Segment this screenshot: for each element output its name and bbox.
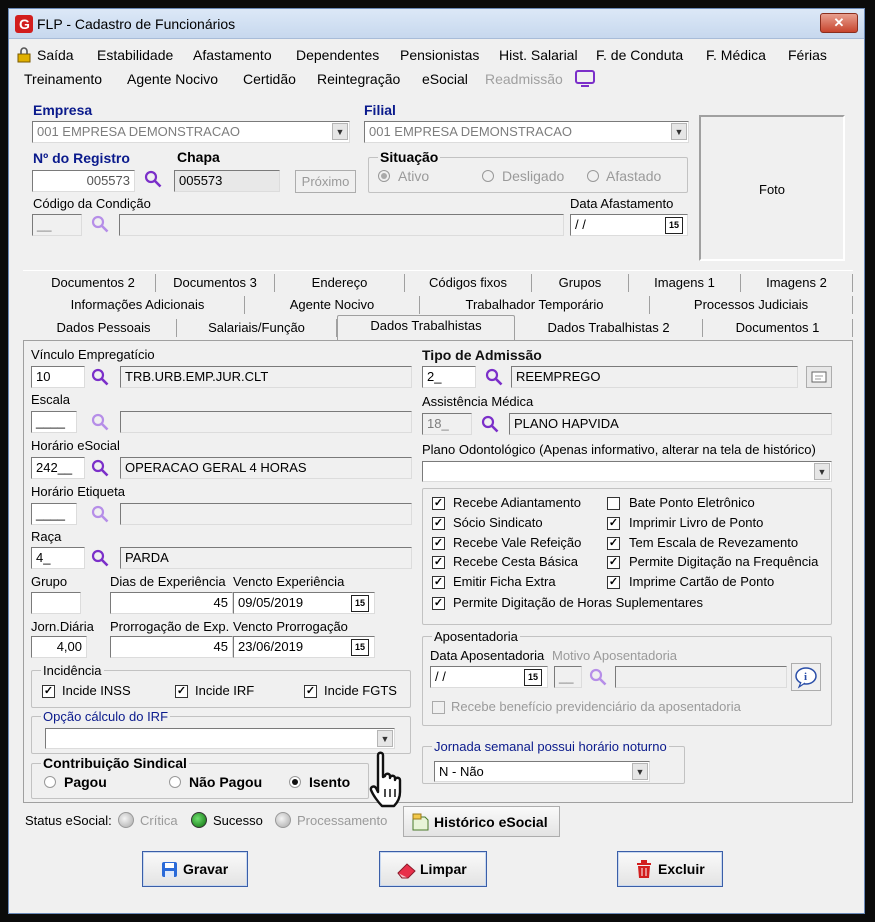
tab-imagens-1[interactable]: Imagens 1: [629, 274, 741, 292]
menu-f-conduta[interactable]: F. de Conduta: [596, 47, 684, 63]
tab-documentos-2[interactable]: Documentos 2: [31, 274, 156, 292]
trash-icon: [636, 860, 652, 879]
search-icon[interactable]: [91, 549, 109, 567]
situacao-ativo-radio[interactable]: [378, 170, 390, 182]
search-icon[interactable]: [91, 505, 109, 523]
contribuicao-pagou-label: Pagou: [64, 774, 107, 790]
status-critica-label: Crítica: [140, 813, 178, 828]
aposentadoria-label: Aposentadoria: [434, 629, 518, 644]
situacao-desligado-label: Desligado: [502, 168, 565, 184]
registro-input[interactable]: 005573: [32, 170, 135, 192]
excluir-label: Excluir: [658, 861, 705, 877]
lock-icon: [17, 47, 31, 63]
status-processamento-radio[interactable]: [275, 812, 291, 828]
imprimir-livro-ponto-label: Imprimir Livro de Ponto: [629, 515, 764, 530]
recebe-cesta-basica-checkbox[interactable]: ✓: [433, 556, 444, 568]
assistencia-label: Assistência Médica: [422, 394, 534, 409]
status-esocial-label: Status eSocial:: [25, 813, 112, 828]
motivo-aposentadoria-code-input[interactable]: __: [554, 666, 582, 688]
calendar-icon[interactable]: 15: [351, 595, 369, 612]
card-icon: [807, 367, 831, 387]
chevron-down-icon: ▼: [671, 123, 687, 140]
close-icon: ✕: [833, 15, 845, 30]
menu-treinamento[interactable]: Treinamento: [24, 71, 103, 87]
recebe-adiantamento-label: Recebe Adiantamento: [453, 495, 581, 510]
window-title: FLP - Cadastro de Funcionários: [37, 16, 236, 32]
vinculo-label: Vínculo Empregatício: [31, 347, 155, 362]
close-button[interactable]: [820, 13, 858, 33]
search-icon[interactable]: [91, 459, 109, 477]
escala-revezamento-label: Tem Escala de Revezamento: [629, 535, 799, 550]
menu-pensionistas[interactable]: Pensionistas: [400, 47, 480, 63]
photo-label: Foto: [759, 182, 786, 197]
dias-experiencia-label: Dias de Experiência: [110, 574, 226, 589]
gravar-button[interactable]: [142, 851, 248, 887]
menu-estabilidade[interactable]: Estabilidade: [97, 47, 174, 63]
calendar-icon[interactable]: 15: [351, 639, 369, 656]
historico-esocial-label: Histórico eSocial: [434, 814, 548, 830]
escala-label: Escala: [31, 392, 71, 407]
info-icon: [792, 664, 820, 690]
menu-readmissao[interactable]: Readmissão: [485, 71, 563, 87]
tab-agente-nocivo[interactable]: Agente Nocivo: [245, 296, 420, 314]
empresa-select[interactable]: 001 EMPRESA DEMONSTRACAO ▼: [32, 121, 350, 143]
menu-certidao[interactable]: Certidão: [243, 71, 296, 87]
incide-inss-checkbox[interactable]: ✓: [43, 685, 54, 697]
situacao-ativo-label: Ativo: [398, 168, 430, 184]
photo-frame[interactable]: [699, 115, 845, 261]
tab-salariais-funcao[interactable]: Salariais/Função: [177, 319, 337, 337]
escala-desc-input: [120, 411, 412, 433]
vencto-prorrogacao-label: Vencto Prorrogação: [233, 619, 348, 634]
tab-imagens-2[interactable]: Imagens 2: [741, 274, 853, 292]
search-icon[interactable]: [481, 415, 499, 433]
filial-select[interactable]: 001 EMPRESA DEMONSTRACAO ▼: [364, 121, 689, 143]
tab-trabalhador-temporario[interactable]: Trabalhador Temporário: [420, 296, 650, 314]
status-critica-radio[interactable]: [118, 812, 134, 828]
data-aposentadoria-input[interactable]: / /: [430, 666, 548, 688]
imprimir-livro-ponto-checkbox[interactable]: ✓: [608, 517, 619, 529]
dias-experiencia-input[interactable]: 45: [110, 592, 233, 614]
card-button[interactable]: [806, 366, 832, 388]
menu-ferias[interactable]: Férias: [788, 47, 827, 63]
plano-odonto-label: Plano Odontológico (Apenas informativo, alterar na tela de histórico): [422, 442, 816, 457]
contribuicao-nao-pagou-label: Não Pagou: [189, 774, 263, 790]
hand-cursor-icon: [364, 749, 416, 811]
menu-dependentes[interactable]: Dependentes: [296, 47, 380, 63]
search-icon[interactable]: [91, 215, 109, 233]
chevron-down-icon: ▼: [814, 463, 830, 480]
permite-horas-suplementares-checkbox[interactable]: ✓: [433, 597, 444, 609]
excluir-button[interactable]: [617, 851, 723, 887]
recebe-cesta-basica-label: Recebe Cesta Básica: [453, 554, 579, 569]
search-icon[interactable]: [91, 413, 109, 431]
menu-f-medica[interactable]: F. Médica: [706, 47, 766, 63]
situacao-desligado-radio[interactable]: [482, 170, 494, 182]
vencto-experiencia-input[interactable]: 09/05/2019: [233, 592, 375, 614]
search-icon[interactable]: [91, 368, 109, 386]
search-icon[interactable]: [589, 668, 607, 686]
prorrogacao-input[interactable]: 45: [110, 636, 233, 658]
monitor-icon[interactable]: [575, 70, 595, 88]
vinculo-desc-input: TRB.URB.EMP.JUR.CLT: [120, 366, 412, 388]
tab-dados-pessoais[interactable]: Dados Pessoais: [31, 319, 177, 337]
horario-esocial-code-input[interactable]: 242__: [31, 457, 85, 479]
jornada-noturno-select[interactable]: N - Não ▼: [434, 761, 650, 782]
chevron-down-icon: ▼: [377, 730, 393, 747]
data-aposentadoria-label: Data Aposentadoria: [430, 648, 545, 663]
horario-esocial-label: Horário eSocial: [31, 438, 120, 453]
tab-codigos-fixos[interactable]: Códigos fixos: [405, 274, 532, 292]
vinculo-code-input[interactable]: 10: [31, 366, 85, 388]
horario-esocial-desc-input: OPERACAO GERAL 4 HORAS: [120, 457, 412, 479]
jorn-diaria-input[interactable]: 4,00: [31, 636, 87, 658]
contribuicao-isento-radio[interactable]: [289, 776, 301, 788]
condicao-label: Código da Condição: [33, 196, 151, 211]
tab-dados-trabalhistas-2[interactable]: Dados Trabalhistas 2: [515, 319, 703, 337]
limpar-label: Limpar: [420, 861, 467, 877]
situacao-afastado-radio[interactable]: [587, 170, 599, 182]
condicao-code-input[interactable]: __: [32, 214, 82, 236]
incide-irf-checkbox[interactable]: ✓: [176, 685, 187, 697]
imprime-cartao-ponto-label: Imprime Cartão de Ponto: [629, 574, 775, 589]
horario-etiqueta-code-input[interactable]: ____: [31, 503, 77, 525]
chapa-label: Chapa: [177, 149, 220, 165]
menu-afastamento[interactable]: Afastamento: [193, 47, 272, 63]
tab-documentos-1[interactable]: Documentos 1: [703, 319, 853, 337]
chapa-input[interactable]: 005573: [174, 170, 280, 192]
tab-endereco[interactable]: Endereço: [275, 274, 405, 292]
status-sucesso-radio[interactable]: [191, 812, 207, 828]
tab-processos-judiciais[interactable]: Processos Judiciais: [650, 296, 853, 314]
motivo-aposentadoria-label: Motivo Aposentadoria: [552, 648, 678, 663]
opcao-irf-select[interactable]: [45, 728, 395, 749]
contribuicao-pagou-radio[interactable]: [44, 776, 56, 788]
calendar-icon[interactable]: 15: [524, 669, 542, 686]
prorrogacao-label: Prorrogação de Exp.: [110, 619, 230, 634]
digitacao-frequencia-checkbox[interactable]: ✓: [608, 556, 619, 568]
app-logo-icon: [15, 15, 33, 33]
recebe-beneficio-label: Recebe benefício previdenciário da aposentadoria: [451, 699, 741, 714]
horario-etiqueta-label: Horário Etiqueta: [31, 484, 125, 499]
raca-label: Raça: [31, 529, 62, 544]
emitir-ficha-extra-checkbox[interactable]: ✓: [433, 576, 444, 588]
limpar-button[interactable]: [379, 851, 487, 887]
title-bar: [9, 9, 864, 39]
socio-sindicato-checkbox[interactable]: ✓: [433, 517, 444, 529]
search-icon[interactable]: [485, 368, 503, 386]
bate-ponto-checkbox[interactable]: [607, 497, 620, 510]
tipo-admissao-desc-input: REEMPREGO: [511, 366, 798, 388]
opcao-irf-label: Opção cálculo do IRF: [43, 709, 169, 724]
main-window: [8, 8, 865, 914]
tab-grupos[interactable]: Grupos: [532, 274, 629, 292]
assistencia-desc-input: PLANO HAPVIDA: [509, 413, 832, 435]
digitacao-frequencia-label: Permite Digitação na Frequência: [629, 554, 819, 569]
vencto-prorrogacao-input[interactable]: 23/06/2019: [233, 636, 375, 658]
menu-hist-salarial[interactable]: Hist. Salarial: [499, 47, 578, 63]
recebe-vale-refeicao-checkbox[interactable]: ✓: [433, 537, 444, 549]
bate-ponto-label: Bate Ponto Eletrônico: [629, 495, 755, 510]
info-button[interactable]: [791, 663, 821, 691]
escala-code-input[interactable]: ____: [31, 411, 77, 433]
menu-saida[interactable]: Saída: [37, 47, 74, 63]
situacao-afastado-label: Afastado: [606, 168, 662, 184]
recebe-beneficio-checkbox[interactable]: [432, 701, 445, 714]
imprime-cartao-ponto-checkbox[interactable]: ✓: [608, 576, 619, 588]
document-icon: [410, 813, 430, 831]
status-sucesso-label: Sucesso: [213, 813, 263, 828]
tab-informacoes-adicionais[interactable]: Informações Adicionais: [31, 296, 245, 314]
svg-text:i: i: [804, 671, 808, 683]
permite-horas-suplementares-label: Permite Digitação de Horas Suplementares: [453, 595, 704, 610]
tipo-admissao-label: Tipo de Admissão: [422, 347, 542, 363]
emitir-ficha-extra-label: Emitir Ficha Extra: [453, 574, 556, 589]
raca-desc-input: PARDA: [120, 547, 412, 569]
motivo-aposentadoria-desc-input: [615, 666, 787, 688]
data-afastamento-label: Data Afastamento: [570, 196, 674, 211]
proximo-button[interactable]: Próximo: [295, 170, 356, 193]
contribuicao-isento-label: Isento: [309, 774, 351, 790]
grupo-label: Grupo: [31, 574, 68, 589]
raca-code-input[interactable]: 4_: [31, 547, 85, 569]
escala-revezamento-checkbox[interactable]: ✓: [608, 537, 619, 549]
vencto-experiencia-label: Vencto Experiência: [233, 574, 345, 589]
incide-fgts-checkbox[interactable]: ✓: [305, 685, 316, 697]
plano-odonto-select[interactable]: [422, 461, 832, 482]
horario-etiqueta-desc-input: [120, 503, 412, 525]
incidencia-label: Incidência: [43, 663, 102, 678]
empresa-label: Empresa: [33, 102, 93, 118]
eraser-icon: [396, 861, 418, 879]
contribuicao-nao-pagou-radio[interactable]: [169, 776, 181, 788]
status-processamento-label: Processamento: [297, 813, 388, 828]
menu-esocial[interactable]: eSocial: [422, 71, 468, 87]
calendar-icon[interactable]: 15: [665, 217, 683, 234]
tab-documentos-3[interactable]: Documentos 3: [156, 274, 275, 292]
incide-inss-label: Incide INSS: [62, 683, 131, 698]
recebe-vale-refeicao-label: Recebe Vale Refeição: [453, 535, 582, 550]
menu-agente-nocivo[interactable]: Agente Nocivo: [127, 71, 219, 87]
chevron-down-icon: ▼: [632, 763, 648, 780]
contribuicao-label: Contribuição Sindical: [43, 755, 187, 771]
tipo-admissao-code-input[interactable]: 2_: [422, 366, 476, 388]
tab-dados-trabalhistas[interactable]: Dados Trabalhistas: [370, 318, 482, 333]
assistencia-code-input[interactable]: 18_: [422, 413, 472, 435]
recebe-adiantamento-checkbox[interactable]: ✓: [433, 497, 444, 509]
save-icon: [161, 861, 178, 878]
grupo-input[interactable]: [31, 592, 81, 614]
search-icon[interactable]: [144, 170, 162, 188]
chevron-down-icon: ▼: [332, 123, 348, 140]
jorn-diaria-label: Jorn.Diária: [31, 619, 94, 634]
jornada-noturno-label: Jornada semanal possui horário noturno: [434, 739, 667, 754]
situacao-label: Situação: [380, 149, 439, 165]
historico-esocial-button[interactable]: [403, 806, 560, 837]
incide-fgts-label: Incide FGTS: [324, 683, 397, 698]
gravar-label: Gravar: [183, 861, 229, 877]
condicao-desc-input: [119, 214, 564, 236]
data-afastamento-input[interactable]: / /: [570, 214, 688, 236]
socio-sindicato-label: Sócio Sindicato: [453, 515, 543, 530]
svg-text:G: G: [19, 16, 30, 32]
registro-label: Nº do Registro: [33, 150, 130, 166]
menu-reintegracao[interactable]: Reintegração: [317, 71, 401, 87]
incide-irf-label: Incide IRF: [195, 683, 255, 698]
filial-label: Filial: [364, 102, 396, 118]
